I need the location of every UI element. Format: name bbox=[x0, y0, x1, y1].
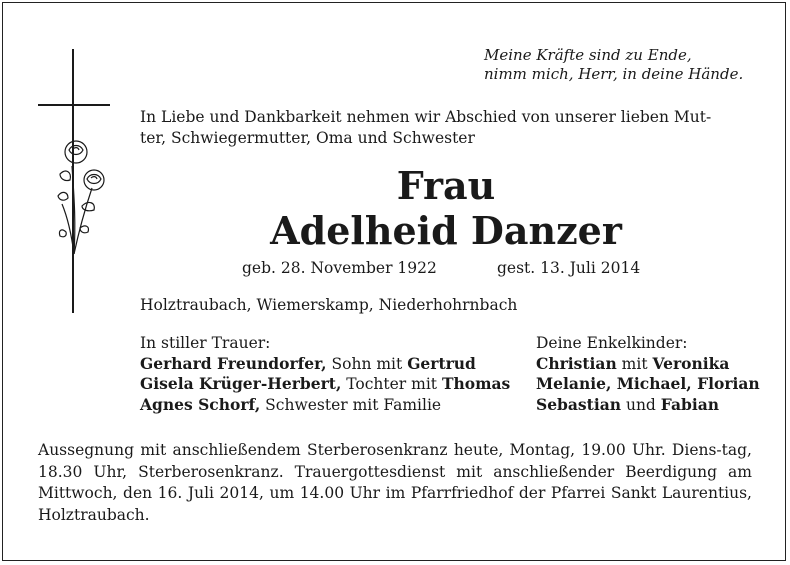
mourner-relation: Schwester mit Familie bbox=[260, 395, 442, 414]
grandchild-name: Melanie, Michael, Florian bbox=[536, 374, 760, 393]
mourner-name: Gerhard Freundorfer, bbox=[140, 353, 327, 373]
salutation: Frau bbox=[396, 163, 496, 208]
grandchild-name: Christian bbox=[536, 353, 617, 373]
cross-bar bbox=[38, 104, 110, 106]
mourner-relation: Tochter mit bbox=[341, 375, 442, 393]
places-line: Holztraubach, Wiemerskamp, Niederhohrnbach bbox=[140, 296, 518, 314]
mourner-name: Agnes Schorf, bbox=[140, 394, 261, 414]
mourners-heading: In stiller Trauer: bbox=[140, 334, 271, 352]
grandchild-connector: mit bbox=[616, 354, 653, 373]
roses-icon bbox=[52, 136, 108, 256]
mourner-partner: Thomas bbox=[441, 374, 511, 393]
list-item bbox=[140, 354, 510, 375]
bible-verse bbox=[484, 46, 743, 84]
intro-text bbox=[140, 107, 752, 149]
mourner-relation: Sohn mit bbox=[326, 354, 408, 373]
mourner-name: Gisela Krüger-Herbert, bbox=[140, 374, 342, 393]
list-item bbox=[140, 374, 510, 395]
list-item bbox=[140, 395, 510, 416]
grandchild-partner: Fabian bbox=[660, 394, 720, 414]
birth-date: geb. 28. November 1922 bbox=[242, 259, 437, 277]
grandchildren-list bbox=[536, 334, 760, 415]
intro-line-1: In Liebe und Dankbarkeit nehmen wir Abschied von unserer lieben Mut- bbox=[140, 108, 712, 126]
death-date: gest. 13. Juli 2014 bbox=[497, 259, 641, 277]
list-item bbox=[536, 374, 760, 395]
grandchild-name: Sebastian bbox=[536, 394, 622, 414]
deceased-name: Adelheid Danzer bbox=[270, 208, 622, 253]
mourner-partner: Gertrud bbox=[407, 353, 476, 373]
mourners-list bbox=[140, 334, 510, 415]
grandchildren-heading: Deine Enkelkinder: bbox=[536, 334, 688, 352]
verse-line-1: Meine Kräfte sind zu Ende, bbox=[484, 46, 692, 64]
funeral-details: Aussegnung mit anschließendem Sterberosenkranz heute, Montag, 19.00 Uhr. Diens-tag, 18.30 Uhr, Sterberosenkranz. Trauergottesdienst mit anschließender Beerdigung am Mittwoch, den 16. Juli 2014, um 14.00 Uhr im Pfarrfriedhof der Pfarrei Sankt Laurentius, Holztraubach. bbox=[38, 441, 752, 524]
grandchild-connector: und bbox=[621, 395, 661, 414]
list-item bbox=[536, 354, 760, 375]
grandchild-partner: Veronika bbox=[652, 353, 730, 373]
verse-line-2: nimm mich, Herr, in deine Hände. bbox=[484, 65, 744, 83]
intro-line-2: ter, Schwiegermutter, Oma und Schwester bbox=[140, 129, 475, 147]
list-item bbox=[536, 395, 760, 416]
